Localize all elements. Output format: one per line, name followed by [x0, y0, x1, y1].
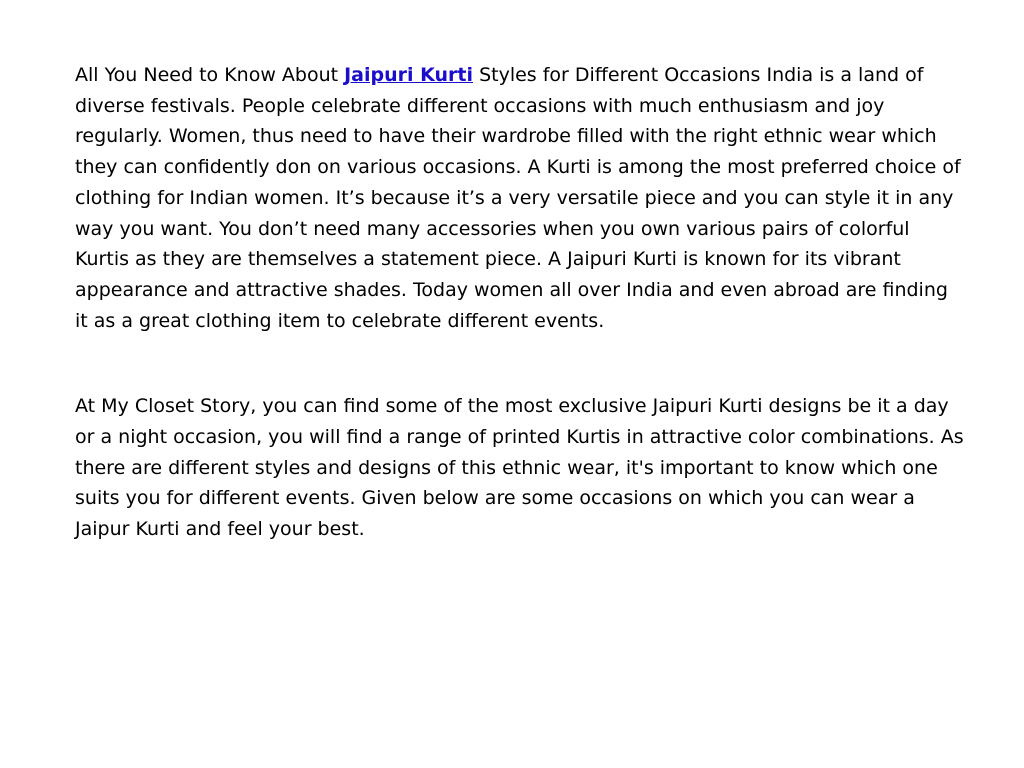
slide-content [75, 60, 965, 545]
closet-story-paragraph: At My Closet Story, you can find some of the most exclusive Jaipuri Kurti designs be it a day or a night occasion, you will find a range of printed Kurtis in attractive color combinations. As there are different styles and designs of this ethnic wear, it's important to know which one suits you for different events. Given below are some occasions on which you can wear a Jaipur Kurti and feel your best. [75, 395, 964, 541]
intro-text-after-link: Styles for Different Occasions India is a land of diverse festivals. People celebrate different occasions with much enthusiasm and joy regularly. Women, thus need to have their wardrobe filled with the right ethnic wear which they can confidently don on various occasions. A Kurti is among the most preferred choice of clothing for Indian women. It’s because it’s a very versatile piece and you can style it in any way you want. You don’t need many accessories when you own various pairs of colorful Kurtis as they are themselves a statement piece. A Jaipuri Kurti is known for its vibrant appearance and attractive shades. Today women all over India and even abroad are finding it as a great clothing item to celebrate different events. [75, 64, 961, 332]
jaipuri-kurti-link[interactable]: Jaipuri Kurti [344, 64, 474, 86]
intro-text-before-link: All You Need to Know About [75, 64, 345, 86]
intro-paragraph [75, 60, 965, 336]
